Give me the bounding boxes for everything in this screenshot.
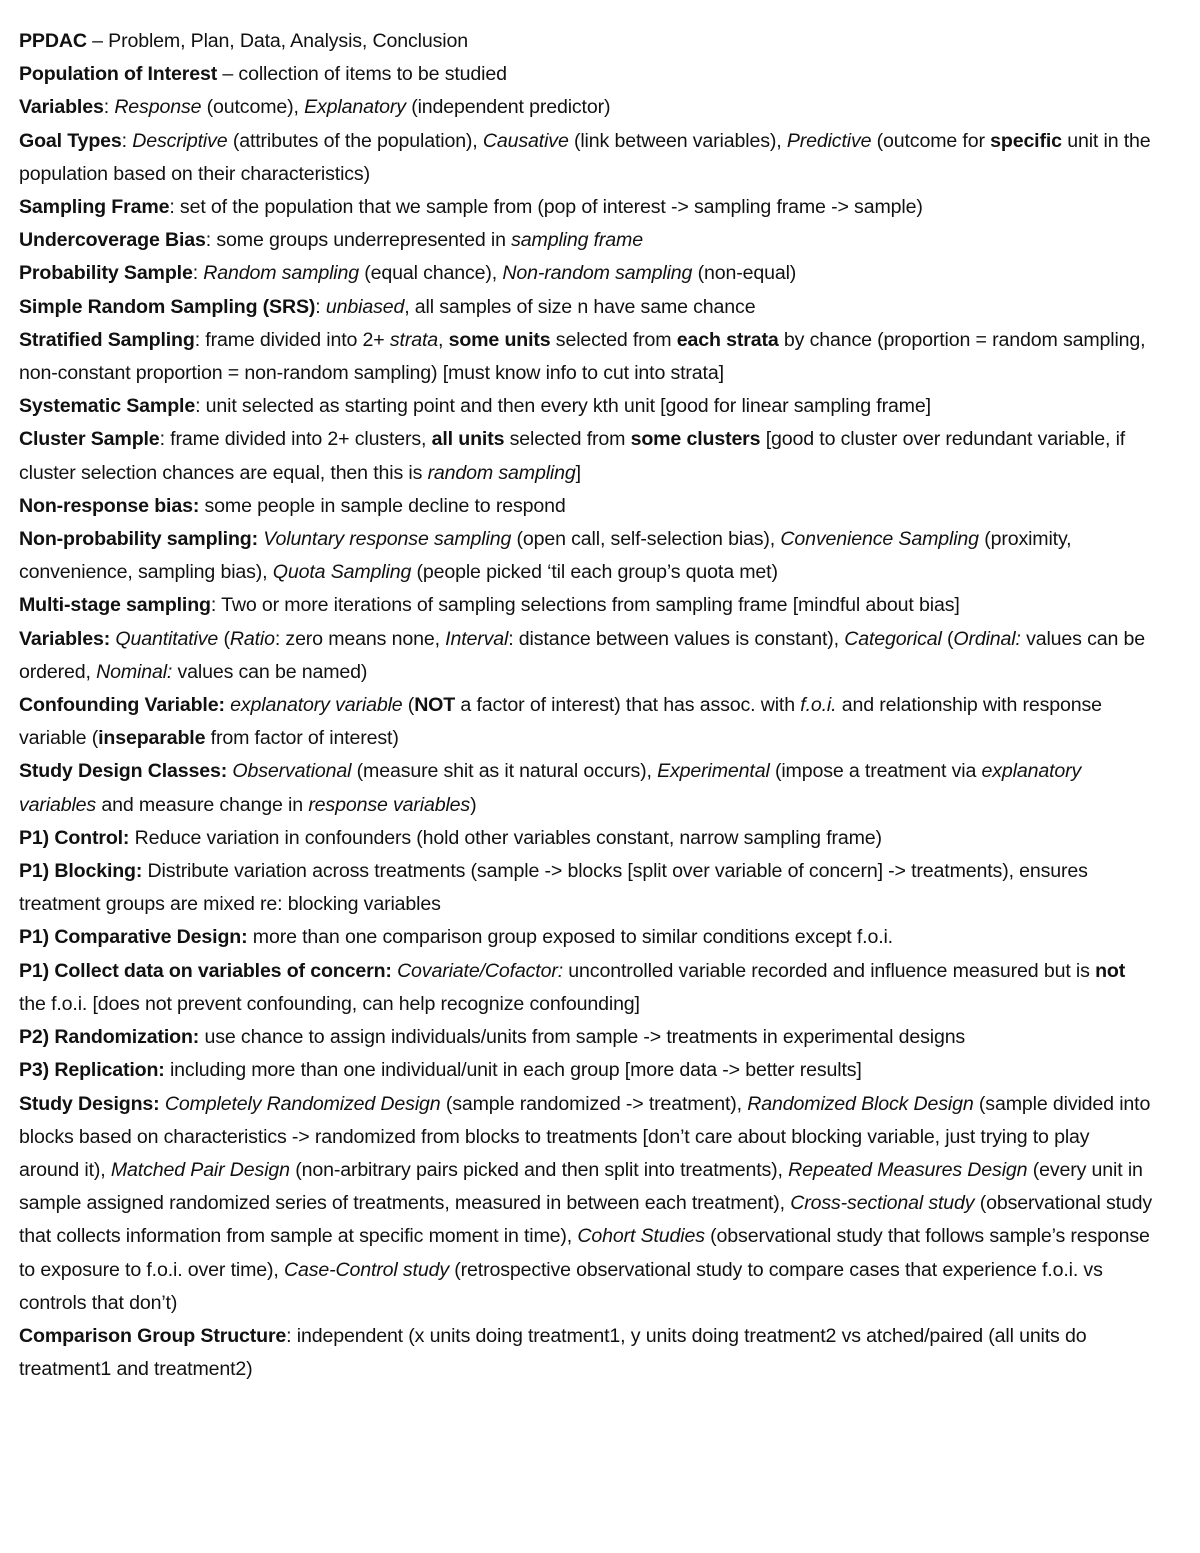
entry-text: : some groups underrepresented in (205, 229, 512, 252)
entry-emphasis: Covariate/Cofactor: (397, 959, 564, 982)
entry-text: and relationship with response variable ( (19, 694, 1102, 750)
definition-entry (19, 689, 1154, 755)
entry-text: , (437, 328, 449, 351)
entry-text: , all samples of size n have same chance (404, 295, 756, 318)
entry-emphasis: Randomized Block Design (747, 1092, 974, 1115)
entry-text: : independent (x units doing treatment1, y units doing treatment2 vs atched/paired (all units do treatment1 and treatment2) (19, 1324, 1087, 1381)
entry-text: unit in the population based on their characteristics) (19, 129, 1151, 185)
entry-term: Study Designs: (19, 1092, 160, 1115)
entry-term: inseparable (98, 727, 206, 750)
definition-entry (19, 755, 1154, 821)
entry-term: Non-probability sampling: (19, 528, 258, 551)
definition-entry (19, 390, 1154, 423)
entry-text: [good to cluster over redundant variable, if cluster selection chances are equal, then this is (19, 428, 1126, 484)
definition-entry (19, 1320, 1154, 1386)
entry-emphasis: Descriptive (132, 129, 228, 152)
entry-term: Goal Types (19, 129, 122, 152)
entry-emphasis: Convenience Sampling (780, 528, 979, 551)
entry-text: (proximity, convenience, sampling bias), (19, 528, 1072, 584)
entry-term: Systematic Sample (19, 395, 196, 418)
entry-emphasis: Categorical (844, 627, 942, 650)
entry-text: – Problem, Plan, Data, Analysis, Conclusion (86, 30, 468, 52)
entry-text: : zero means none, (274, 627, 446, 650)
entry-emphasis: Cohort Studies (577, 1225, 705, 1248)
definition-entry (19, 291, 1154, 324)
definition-entry (19, 523, 1154, 589)
entry-emphasis: Completely Randomized Design (164, 1092, 441, 1115)
entry-text: (non-arbitrary pairs picked and then split into treatments), (289, 1158, 789, 1181)
entry-term: Cluster Sample (19, 428, 160, 451)
entry-term: Probability Sample (19, 262, 193, 285)
entry-emphasis: strata (389, 328, 438, 351)
entry-text: a factor of interest) that has assoc. with (455, 694, 801, 717)
entry-text: (equal chance), (358, 262, 503, 285)
entry-term: Simple Random Sampling (SRS) (19, 295, 316, 318)
entry-emphasis: sampling frame (511, 229, 643, 252)
definition-entry (19, 91, 1154, 124)
entry-emphasis: f.o.i. (800, 694, 837, 717)
entry-text: ) (470, 793, 477, 816)
entry-emphasis: Observational (232, 760, 352, 783)
definition-entry (19, 125, 1154, 191)
entry-text: (independent predictor) (405, 96, 611, 119)
entry-text: (attributes of the population), (227, 129, 483, 152)
entry-emphasis: Non-random sampling (502, 262, 693, 285)
entry-term: P1) Blocking: (19, 860, 143, 883)
entry-emphasis: Interval (445, 627, 509, 650)
entry-text: (link between variables), (568, 129, 787, 152)
entry-emphasis: Voluntary response sampling (263, 528, 512, 551)
definition-entry (19, 589, 1154, 622)
entry-text: (sample divided into blocks based on characteristics -> randomized from blocks to treatments [don’t care about blocking variable, just trying to play around it), (19, 1092, 1151, 1181)
definition-entry (19, 623, 1154, 689)
entry-text: : (121, 129, 133, 152)
entry-text: : unit selected as starting point and then every kth unit [good for linear sampling frame] (195, 395, 931, 418)
definition-entry (19, 324, 1154, 390)
definition-entry (19, 224, 1154, 257)
entry-text: by chance (proportion = random sampling, non-constant proportion = non-random sampling) [must know info to cut into strata] (19, 328, 1146, 385)
entry-text: (people picked ‘til each group’s quota met) (411, 561, 778, 584)
definition-entry (19, 58, 1154, 91)
entry-text: ( (218, 627, 230, 650)
entry-term: P1) Comparative Design: (19, 926, 248, 949)
entry-text: ( (402, 694, 415, 717)
entry-text: ( (941, 627, 954, 650)
entry-term: each strata (676, 328, 779, 351)
entry-emphasis: Quota Sampling (272, 561, 412, 584)
definition-entry (19, 423, 1154, 489)
definition-entry (19, 1088, 1154, 1320)
entry-term: P2) Randomization: (19, 1026, 200, 1049)
entry-text: Reduce variation in confounders (hold other variables constant, narrow sampling frame) (129, 826, 882, 849)
definition-entry (19, 855, 1154, 921)
definition-entry (19, 191, 1154, 224)
entry-text: from factor of interest) (205, 727, 399, 750)
entry-term: Population of Interest (19, 63, 218, 86)
entry-term: Variables (19, 96, 104, 119)
entry-emphasis: Matched Pair Design (110, 1158, 290, 1181)
entry-term: P1) Collect data on variables of concern: (19, 959, 392, 982)
entry-term: some clusters (630, 428, 761, 451)
entry-text: : frame divided into 2+ clusters, (159, 428, 432, 451)
entry-term: Non-response bias: (19, 494, 200, 517)
definition-entry (19, 921, 1154, 954)
entry-text: (retrospective observational study to compare cases that experience f.o.i. vs controls that don’t) (19, 1258, 1103, 1314)
entry-text: selected from (504, 428, 631, 451)
entry-term: Stratified Sampling (19, 328, 195, 351)
entry-text: (sample randomized -> treatment), (440, 1092, 748, 1115)
entry-text: more than one comparison group exposed to similar conditions except f.o.i. (247, 926, 893, 949)
entry-text: some people in sample decline to respond (199, 494, 566, 517)
entry-emphasis: explanatory variables (19, 760, 1082, 816)
entry-term: some units (448, 328, 551, 351)
entry-term: Confounding Variable: (19, 694, 225, 717)
definition-entry (19, 490, 1154, 523)
entry-emphasis: Causative (482, 129, 569, 152)
entry-emphasis: Ordinal: (953, 627, 1021, 650)
entry-term: not (1095, 959, 1126, 982)
definition-entry (19, 257, 1154, 290)
entry-term: Variables: (19, 627, 111, 650)
entry-text: (outcome), (201, 96, 305, 119)
cheat-sheet-document (19, 25, 1154, 1386)
entry-emphasis: Quantitative (115, 627, 219, 650)
entry-emphasis: Random sampling (203, 262, 359, 285)
entry-text: (non-equal) (692, 262, 797, 285)
definition-entry (19, 1054, 1154, 1087)
definition-entry (19, 955, 1154, 1021)
entry-emphasis: Response (114, 96, 202, 119)
entry-emphasis: Experimental (657, 760, 770, 783)
entry-emphasis: Explanatory (304, 96, 406, 119)
entry-text: : (103, 96, 115, 119)
entry-text: (impose a treatment via (769, 760, 982, 783)
entry-emphasis: Ratio (229, 627, 275, 650)
entry-text: (observational study that follows sample’s response to exposure to f.o.i. over time), (19, 1225, 1150, 1281)
entry-emphasis: Nominal: (96, 660, 173, 683)
entry-term: Sampling Frame (19, 196, 170, 219)
entry-emphasis: unbiased (325, 295, 405, 318)
entry-text: (open call, self-selection bias), (511, 528, 781, 551)
entry-text: uncontrolled variable recorded and influence measured but is (563, 959, 1096, 982)
entry-term: P1) Control: (19, 826, 130, 849)
entry-text: including more than one individual/unit in each group [more data -> better results] (164, 1059, 862, 1082)
entry-term: Comparison Group Structure (19, 1324, 287, 1347)
entry-text: values can be ordered, (19, 627, 1146, 683)
entry-emphasis: response variables (308, 793, 471, 816)
definition-entry (19, 25, 1154, 58)
entry-term: specific (990, 129, 1062, 152)
entry-text: : (192, 262, 204, 285)
entry-text: values can be named) (172, 660, 368, 683)
entry-term: NOT (414, 694, 456, 717)
entry-text: selected from (550, 328, 677, 351)
entry-text: : frame divided into 2+ (194, 328, 390, 351)
entry-text: : (315, 295, 326, 318)
definition-entry (19, 1021, 1154, 1054)
entry-text: (measure shit as it natural occurs), (351, 760, 658, 783)
entry-text: : Two or more iterations of sampling selections from sampling frame [mindful about bias] (210, 594, 960, 617)
entry-text: Distribute variation across treatments (sample -> blocks [split over variable of concern] -> treatments), ensures treatment groups are mixed re: blocking variables (19, 860, 1088, 916)
entry-text: use chance to assign individuals/units from sample -> treatments in experimental designs (199, 1026, 966, 1049)
entry-text: (observational study that collects information from sample at specific moment in time), (19, 1192, 1153, 1248)
entry-term: Multi-stage sampling (19, 594, 211, 617)
entry-emphasis: Predictive (786, 129, 872, 152)
entry-emphasis: Repeated Measures Design (788, 1158, 1028, 1181)
entry-text: (outcome for (871, 129, 991, 152)
entry-term: PPDAC (19, 30, 87, 52)
entry-emphasis: Case-Control study (283, 1258, 449, 1281)
entry-emphasis: Cross-sectional study (790, 1192, 975, 1215)
definition-entry (19, 822, 1154, 855)
entry-text: : distance between values is constant), (508, 627, 845, 650)
entry-text: the f.o.i. [does not prevent confounding, can help recognize confounding] (19, 992, 640, 1015)
entry-text: (every unit in sample assigned randomized series of treatments, measured in between each treatment), (19, 1158, 1143, 1215)
entry-text: : set of the population that we sample from (pop of interest -> sampling frame -> sample) (169, 196, 923, 219)
entry-term: Study Design Classes: (19, 760, 228, 783)
entry-emphasis: random sampling (427, 461, 576, 484)
entry-emphasis: explanatory variable (230, 694, 403, 717)
entry-term: Undercoverage Bias (19, 229, 206, 252)
entry-text: and measure change in (96, 793, 309, 816)
entry-text: ] (575, 461, 581, 484)
entry-term: all units (431, 428, 505, 451)
entry-text: – collection of items to be studied (217, 63, 507, 86)
entry-term: P3) Replication: (19, 1059, 165, 1082)
